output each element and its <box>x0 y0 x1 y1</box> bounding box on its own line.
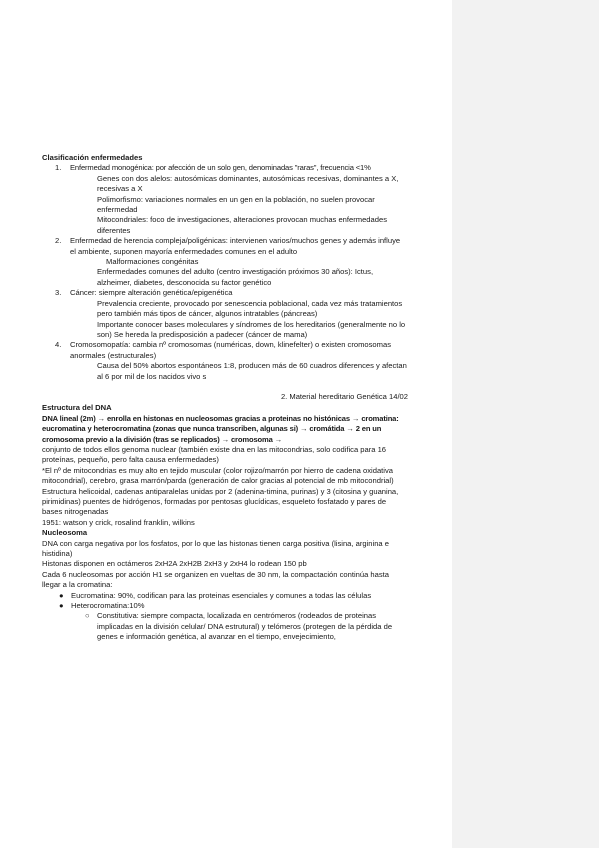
list-text: Enfermedad monogénica: por afección de un solo gen, denominadas "raras", frecuencia <1% <box>70 163 371 173</box>
list-text: Cromosomopatía: cambia nº cromosomas (numéricas, down, klinefelter) o existen cromosomas anormales (estructurales) <box>70 340 391 360</box>
sub-text: Malformaciones congénitas <box>106 257 199 267</box>
bullet-item <box>59 591 408 601</box>
section-title-clasificacion: Clasificación enfermedades <box>42 153 143 162</box>
comment-margin <box>452 0 599 848</box>
paragraph: conjunto de todos ellos genoma nuclear (también existe dna en las mitocondrias, solo codifica para 16 proteínas, pequeño, pero falta causa enfermedades) <box>42 444 387 465</box>
paragraph: Estructura helicoidal, cadenas antiparalelas unidas por 2 (adenina-timina, purinas) y 3 (citosina y guanina, pirimidinas) puentes de hidrógenos, formadas por pentosas glucídicas, esqueleto fosfatado y pares de bases nitrogenadas <box>42 486 399 517</box>
sub-text: Genes con dos alelos: autosómicas dominantes, autosómicas recesivas, dominantes a X, recesivas a X <box>97 173 399 194</box>
bullet-dot-icon: ● <box>59 590 64 600</box>
bullet-text: Eucromatina: 90%, codifican para las proteinas esenciales y comunes a todas las células <box>71 590 372 600</box>
list-item <box>55 288 408 298</box>
section-title-estructura: Estructura del DNA <box>42 403 112 413</box>
list-item <box>55 236 408 257</box>
sub-text: Mitocondriales: foco de investigaciones, alteraciones provocan muchas enfermedades diferentes <box>97 215 387 235</box>
list-number: 2. <box>55 236 62 246</box>
list-text: Cáncer: siempre alteración genética/epigenética <box>70 288 233 298</box>
list-number: 4. <box>55 340 62 350</box>
list-item <box>55 163 408 173</box>
paragraph: 1951: watson y crick, rosalind franklin, wilkins <box>42 517 195 527</box>
sub-text: Prevalencia creciente, provocado por senescencia poblacional, cada vez más tratamientos pero también más tipos de cáncer, algunos intratables (páncreas) <box>97 298 403 319</box>
list-number: 1. <box>55 163 62 173</box>
sub-text: Causa del 50% abortos espontáneos 1:8, producen más de 60 cuadros diferences y afectan al 6 por mil de los nacidos vivo s <box>97 361 407 381</box>
sub-text: Importante conocer bases moleculares y síndromes de los hereditarios (generalmente no lo son) Se hereda la predisposición a padecer (cáncer de mama) <box>97 319 406 339</box>
sub-text: Polimorfismo: variaciones normales en un gen en la población, no suelen provocar enfermedad <box>97 194 375 215</box>
bullet-dot-icon: ● <box>59 601 64 611</box>
paragraph: DNA con carga negativa por los fosfatos, por lo que las histonas tienen carga positiva (lisina, arginina e histidina) <box>42 538 389 559</box>
list-item <box>55 340 408 361</box>
list-number: 3. <box>55 288 62 298</box>
bullet-text: Heterocromatina:10% <box>71 601 145 611</box>
bold-paragraph: DNA lineal (2m) → enrolla en histonas en nucleosomas gracias a proteinas no histónicas → cromatina: eucromatina y heterocromatina (zonas que nunca transcriben, algunas si) → cromátida → 2 en un cromosoma previo a la división (tras se replicados) → cromosoma → <box>42 413 399 444</box>
section-header-right: 2. Material hereditario Genética 14/02 <box>280 391 408 401</box>
paragraph: *El nº de mitocondrias es muy alto en tejido muscular (color rojizo/marrón por hierro de cadena oxidativa mitocondrial), cerebro, grasa marrón/parda (generación de calor gracias al potencial de mb mitocondrial) <box>42 465 394 486</box>
document-body <box>42 153 408 643</box>
sub-text: Enfermedades comunes del adulto (centro investigación próximos 30 años): Ictus, alzheimer, diabetes, desconocida su factor genético <box>97 267 374 287</box>
circle-bullet-icon: ○ <box>85 611 90 621</box>
sub-bullet-item <box>85 611 408 642</box>
paragraph: Histonas disponen en octámeros 2xH2A 2xH2B 2xH3 y 2xH4 lo rodean 150 pb <box>42 559 307 569</box>
bullet-item <box>59 601 408 611</box>
list-text: Enfermedad de herencia compleja/poligénicas: intervienen varios/muchos genes y además influye el ambiente, suponen mayoría enfermedades comunes en el adulto <box>70 236 401 256</box>
section-title-nucleosoma: Nucleosoma <box>42 528 88 538</box>
sub-bullet-text: Constitutiva: siempre compacta, localizada en centrómeros (rodeados de proteinas implicadas en la división celular/ DNA estrutural) y telómeros (protegen de la pérdida de genes e información genética, al avanzar en el tiempo, envejecimiento, <box>97 611 393 642</box>
paragraph: Cada 6 nucleosomas por acción H1 se organizen en vueltas de 30 nm, la compactación continúa hasta llegar a la cromatina: <box>42 569 389 590</box>
